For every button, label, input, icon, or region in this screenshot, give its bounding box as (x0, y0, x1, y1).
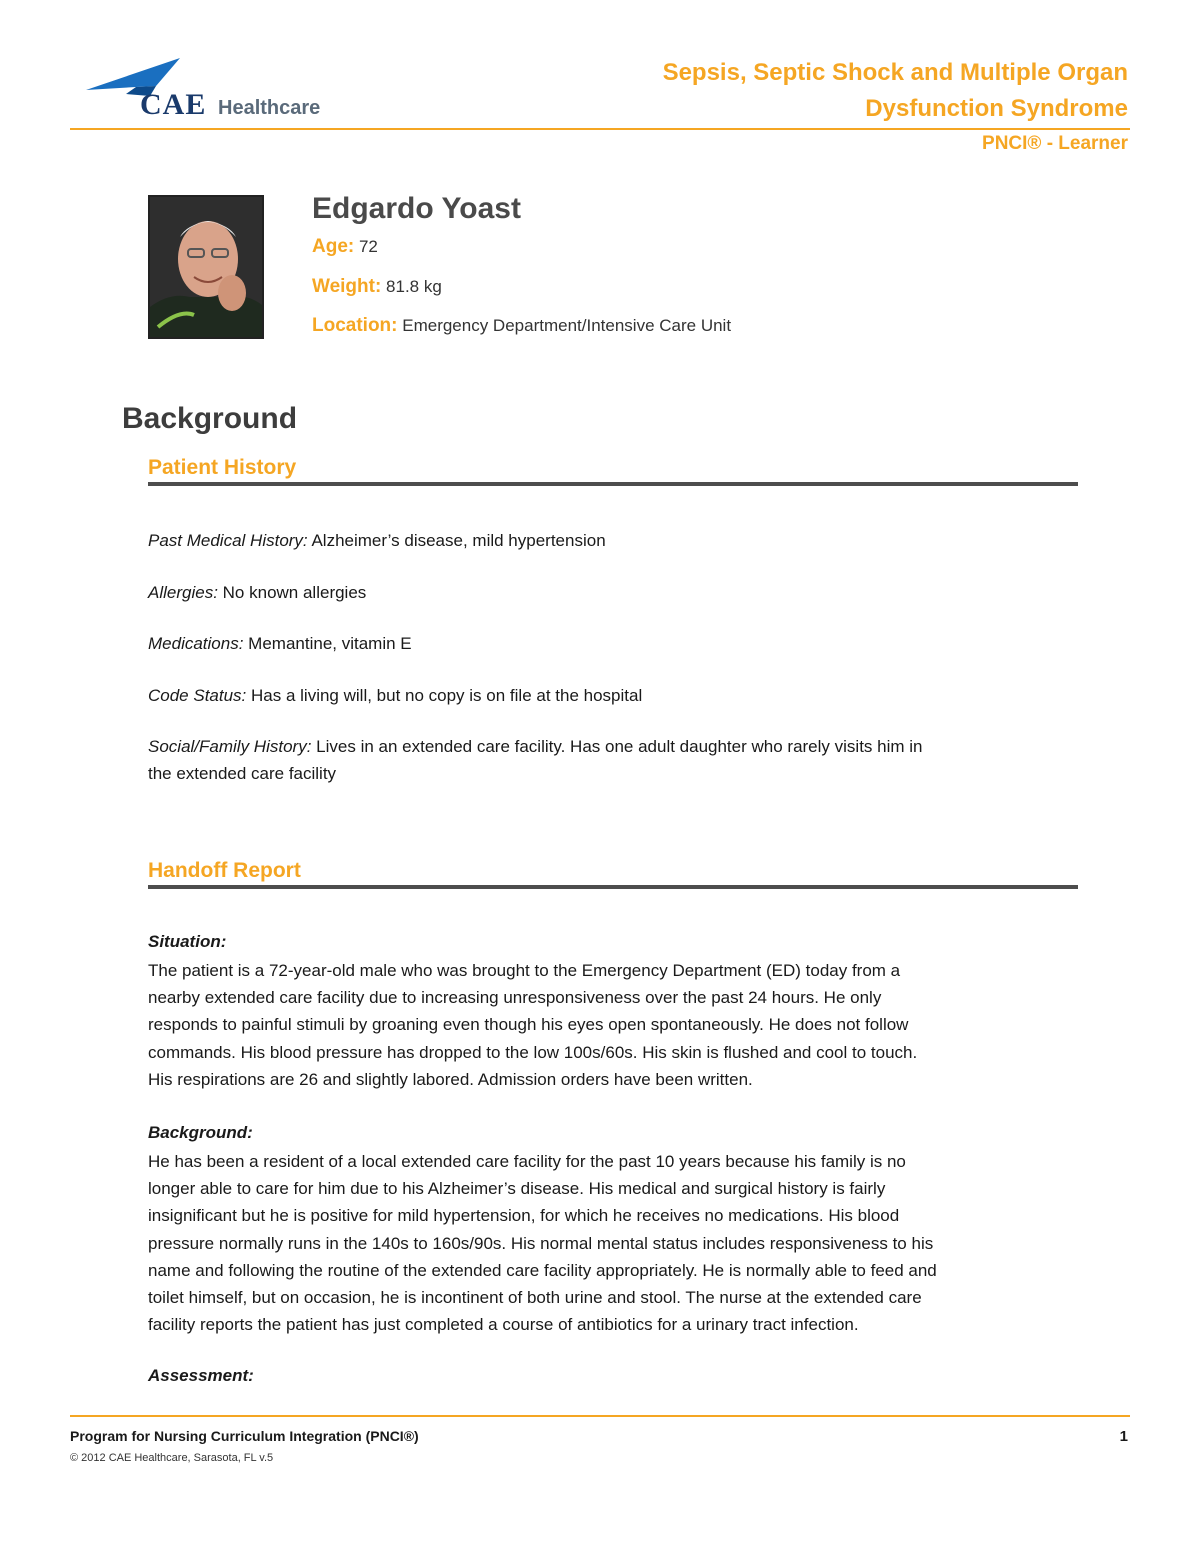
age-value: 72 (358, 237, 378, 256)
assessment-label: Assessment: (148, 1366, 254, 1385)
history-label: Social/Family History: (148, 737, 312, 756)
history-item-allergies (148, 579, 1088, 606)
age-label: Age: (312, 236, 355, 257)
weight-label: Weight: (312, 276, 382, 297)
location-value: Emergency Department/Intensive Care Unit (402, 316, 732, 335)
background-line: He has been a resident of a local extended care facility for the past 10 years because his family is no (148, 1152, 906, 1171)
location-label: Location: (312, 315, 398, 336)
background-line: facility reports the patient has just completed a course of antibiotics for a urinary tract infection. (148, 1315, 859, 1335)
handoff-report-rule (148, 885, 1078, 889)
header-rule (70, 128, 1130, 130)
patient-location (312, 315, 731, 337)
background-line: name and following the routine of the extended care facility appropriately. He is normally able to feed and (148, 1260, 937, 1280)
patient-age (312, 236, 378, 258)
situation-line: nearby extended care facility due to increasing unresponsiveness over the past 24 hours. He only (148, 988, 882, 1008)
history-value: No known allergies (222, 583, 367, 602)
patient-photo (148, 195, 264, 339)
weight-value: 81.8 kg (386, 277, 442, 296)
situation-line: His respirations are 26 and slightly labored. Admission orders have been written. (148, 1069, 753, 1089)
background-subsection-label: Background: (148, 1123, 253, 1142)
footer-copyright: © 2012 CAE Healthcare, Sarasota, FL v.5 (70, 1452, 274, 1464)
document-title (608, 55, 1128, 127)
document-title-line-1: Sepsis, Septic Shock and Multiple Organ (662, 59, 1128, 86)
situation-line: responds to painful stimuli by groaning even though his eyes open spontaneously. He does not follow (148, 1015, 909, 1035)
situation-text (148, 957, 1088, 1093)
patient-name: Edgardo Yoast (312, 192, 521, 225)
footer-program: Program for Nursing Curriculum Integration (PNCI®) (70, 1428, 419, 1444)
handoff-report-heading: Handoff Report (148, 859, 301, 882)
background-text (148, 1148, 1088, 1338)
background-line: longer able to care for him due to his Alzheimer’s disease. His medical and surgical history is fairly (148, 1179, 886, 1199)
document-title-line-2: Dysfunction Syndrome (865, 95, 1128, 122)
document-subtitle: PNCI® - Learner (982, 133, 1128, 154)
history-label: Medications: (148, 634, 244, 653)
history-value: Has a living will, but no copy is on file at the hospital (251, 686, 643, 705)
history-value: Memantine, vitamin E (248, 634, 412, 653)
background-line: pressure normally runs in the 140s to 160s/90s. His normal mental status includes responsiveness to his (148, 1233, 934, 1253)
history-value: Lives in an extended care facility. Has one adult daughter who rarely visits him in (316, 737, 923, 756)
background-line: insignificant but he is positive for mild hypertension, for which he receives no medications. His blood (148, 1206, 900, 1226)
history-label: Allergies: (148, 583, 218, 602)
logo-subtext: Healthcare (218, 97, 321, 119)
history-item-past-medical (148, 527, 1088, 554)
situation-line: The patient is a 72-year-old male who was brought to the Emergency Department (ED) today from a (148, 961, 901, 980)
logo-text: CAE (140, 88, 207, 121)
situation-line: commands. His blood pressure has dropped to the low 100s/60s. His skin is flushed and cool to touch. (148, 1042, 918, 1062)
history-item-social-family-cont: the extended care facility (148, 764, 337, 783)
history-value: Alzheimer’s disease, mild hypertension (311, 531, 606, 550)
history-item-medications (148, 630, 1088, 657)
situation-label: Situation: (148, 932, 227, 951)
patient-history-heading: Patient History (148, 456, 297, 479)
patient-weight (312, 276, 442, 298)
history-label: Code Status: (148, 686, 247, 705)
patient-history-rule (148, 482, 1078, 486)
footer-rule (70, 1415, 1130, 1417)
patient-portrait-icon (150, 197, 262, 337)
background-heading: Background (122, 402, 298, 435)
page-number: 1 (1119, 1428, 1128, 1445)
history-item-code-status (148, 682, 1088, 709)
history-item-social-family (148, 733, 1088, 760)
background-line: toilet himself, but on occasion, he is incontinent of both urine and stool. The nurse at the extended care (148, 1288, 922, 1308)
history-label: Past Medical History: (148, 531, 308, 550)
